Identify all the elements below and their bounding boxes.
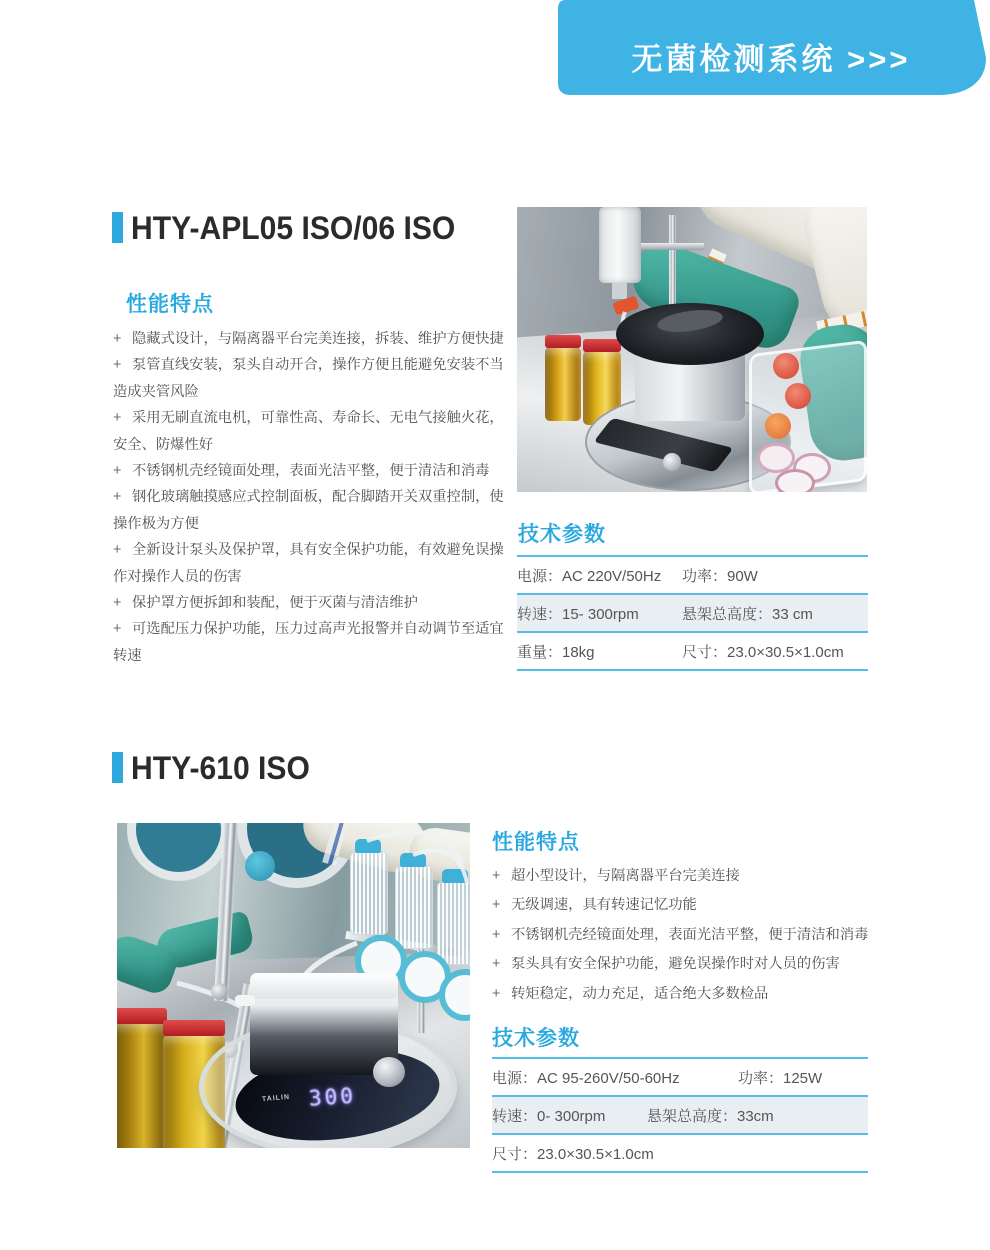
spec-cell: 转速：15- 300rpm xyxy=(517,605,639,623)
feature-item xyxy=(492,862,922,891)
spec-cell: 重量：18kg xyxy=(517,643,595,661)
section1-specs-heading: 技术参数 xyxy=(518,523,606,546)
vial-cap xyxy=(545,335,581,348)
photo2-tube-fitting xyxy=(235,995,255,1006)
feature-text: 可选配压力保护功能，压力过高声光报警并自动调节至适宜转速 xyxy=(113,621,504,664)
photo1-canister-cap xyxy=(785,383,811,409)
spec-row xyxy=(517,555,868,593)
bottle-cap xyxy=(163,1020,225,1036)
feature-text: 保护罩方便拆卸和装配，便于灭菌与清洁维护 xyxy=(132,595,418,612)
spec-row xyxy=(517,631,868,671)
photo2-led-display: 300 xyxy=(308,1083,357,1111)
spec-row xyxy=(492,1095,868,1133)
feature-item xyxy=(492,921,922,950)
photo2-pump-head-top xyxy=(250,973,398,999)
photo2-amber-bottle xyxy=(117,1023,167,1148)
feature-item xyxy=(492,891,922,920)
plus-bullet-icon: + xyxy=(492,956,501,973)
section2-features-heading: 性能特点 xyxy=(492,831,580,854)
plus-bullet-icon: + xyxy=(113,489,122,506)
plus-bullet-icon: + xyxy=(113,542,122,559)
plus-bullet-icon: + xyxy=(113,463,122,480)
feature-text: 钢化玻璃触摸感应式控制面板，配合脚踏开关双重控制，使操作极为方便 xyxy=(113,489,504,532)
plus-bullet-icon: + xyxy=(113,331,122,347)
feature-text: 全新设计泵头及保护罩，具有安全保护功能，有效避免误操作对操作人员的伤害 xyxy=(113,542,504,585)
feature-item xyxy=(113,458,512,484)
feature-item xyxy=(113,405,512,458)
feature-item xyxy=(113,326,512,352)
spec-cell: 悬架总高度：33cm xyxy=(647,1107,774,1125)
feature-text: 不锈钢机壳经镜面处理，表面光洁平整，便于清洁和消毒 xyxy=(132,463,490,480)
section2-title: HTY-610 ISO xyxy=(131,750,310,786)
feature-item xyxy=(492,980,922,1009)
spec-cell: 功率：125W xyxy=(738,1069,823,1087)
plus-bullet-icon: + xyxy=(492,926,501,943)
product-photo-610 xyxy=(117,823,470,1148)
feature-text: 泵管直线安装，泵头自动开合，操作方便且能避免安装不当造成夹管风险 xyxy=(113,357,504,400)
plus-bullet-icon: + xyxy=(113,595,122,612)
section2-accent-bar-icon xyxy=(112,752,123,783)
spec-row xyxy=(492,1133,868,1173)
photo1-amber-vial xyxy=(545,347,581,421)
feature-item xyxy=(113,484,512,537)
spec-cell: 电源：AC 95-260V/50-60Hz xyxy=(492,1069,680,1087)
page-banner-title: 无菌检测系统 >>> xyxy=(631,41,911,77)
photo1-filter-disc xyxy=(775,469,815,492)
product-photo-apl05 xyxy=(517,207,867,492)
feature-text: 转矩稳定，动力充足，适合绝大多数检品 xyxy=(511,985,769,1002)
vial-cap xyxy=(583,339,621,352)
feature-item xyxy=(113,590,512,616)
plus-bullet-icon: + xyxy=(113,410,122,427)
section2-spec-table xyxy=(492,1057,868,1173)
brand-logo: TAILIN xyxy=(261,1093,291,1104)
spec-cell: 尺寸：23.0×30.5×1.0cm xyxy=(682,643,844,661)
feature-item xyxy=(113,616,512,669)
section2-specs-heading: 技术参数 xyxy=(492,1027,580,1050)
photo2-pole-screw xyxy=(211,983,228,1000)
bottle-cap xyxy=(117,1008,167,1024)
plus-bullet-icon: + xyxy=(492,897,501,914)
spec-cell: 电源：AC 220V/50Hz xyxy=(517,567,662,585)
feature-text: 隐藏式设计，与隔离器平台完美连接，拆装、维护方便快捷 xyxy=(132,331,504,347)
section1-feature-list xyxy=(113,326,512,669)
section2-feature-list xyxy=(492,862,922,1009)
section1-features-heading: 性能特点 xyxy=(126,293,214,316)
spec-cell: 悬架总高度：33 cm xyxy=(682,605,813,623)
plus-bullet-icon: + xyxy=(113,621,122,638)
section1-accent-bar-icon xyxy=(112,212,123,243)
spec-row xyxy=(517,593,868,631)
plus-bullet-icon: + xyxy=(113,357,122,374)
section1-spec-table xyxy=(517,555,868,671)
spec-row xyxy=(492,1057,868,1095)
feature-item xyxy=(113,352,512,405)
section1-title: HTY-APL05 ISO/06 ISO xyxy=(131,210,456,246)
feature-text: 不锈钢机壳经镜面处理，表面光洁平整，便于清洁和消毒 xyxy=(511,926,869,943)
spec-cell: 尺寸：23.0×30.5×1.0cm xyxy=(492,1145,654,1163)
photo1-canister-cap xyxy=(773,353,799,379)
photo2-control-knob xyxy=(373,1057,405,1087)
plus-bullet-icon: + xyxy=(492,868,501,884)
feature-text: 泵头具有安全保护功能，避免误操作时对人员的伤害 xyxy=(511,956,840,973)
feature-text: 超小型设计，与隔离器平台完美连接 xyxy=(511,868,740,884)
feature-item xyxy=(492,950,922,979)
spec-cell: 转速：0- 300rpm xyxy=(492,1107,606,1125)
feature-text: 无级调速，具有转速记忆功能 xyxy=(511,897,697,914)
feature-text: 采用无刷直流电机，可靠性高、寿命长、无电气接触火花，安全、防爆性好 xyxy=(113,410,504,453)
feature-item xyxy=(113,537,512,590)
spec-cell: 功率：90W xyxy=(682,567,758,585)
photo1-pump-knob xyxy=(663,453,681,471)
plus-bullet-icon: + xyxy=(492,985,501,1002)
photo1-canister-cap xyxy=(765,413,791,439)
